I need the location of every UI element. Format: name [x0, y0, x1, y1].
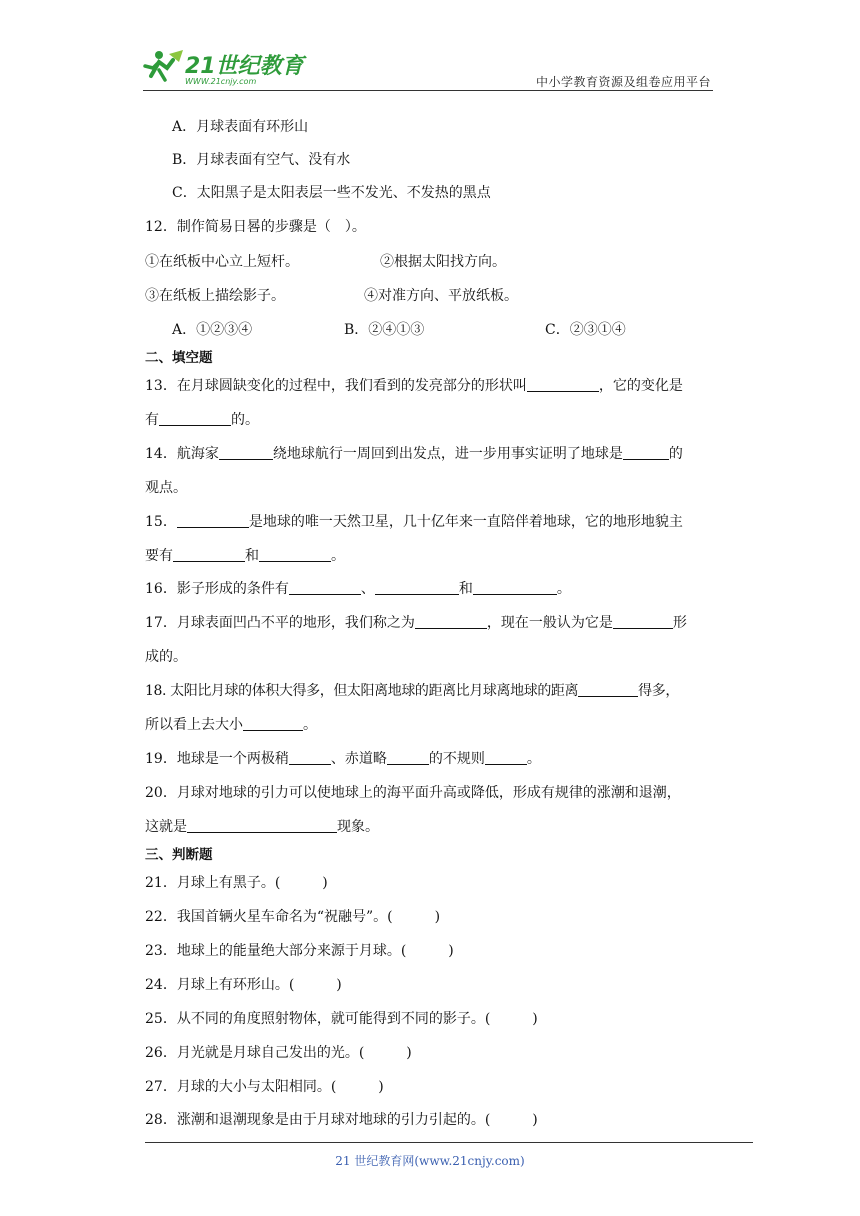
q22: 22．我国首辆火星车命名为“祝融号”。( ) [145, 909, 441, 925]
logo-url: WWW.21cnjy.com [185, 77, 257, 86]
q11-option-a: A．月球表面有环形山 [172, 119, 309, 135]
q15-blank-3[interactable] [259, 547, 331, 562]
logo-21cnjy [143, 46, 323, 88]
section-fill-in-title: 二、填空题 [145, 350, 213, 366]
q25: 25．从不同的角度照射物体，就可能得到不同的影子。( ) [145, 1011, 538, 1027]
q18-line2: 所以看上去大小 。 [145, 717, 317, 733]
q13-line1: 13．在月球圆缺变化的过程中，我们看到的发亮部分的形状叫 ，它的变化是 [145, 378, 683, 394]
q11-option-b: B．月球表面有空气、没有水 [172, 152, 351, 168]
q17-line2: 成的。 [145, 649, 187, 665]
q19-line: 19．地球是一个两极稍 、赤道略 的不规则 。 [145, 751, 541, 767]
q12-option-b: B．②④①③ [344, 322, 425, 338]
q15-line1: 15． 是地球的唯一天然卫星，几十亿年来一直陪伴着地球，它的地形地貌主 [145, 514, 683, 530]
q12-step3: ③在纸板上描绘影子。 [145, 288, 285, 304]
q12-option-c: C．②③①④ [545, 322, 626, 338]
footer-divider [145, 1142, 753, 1143]
q27: 27．月球的大小与太阳相同。( ) [145, 1079, 384, 1095]
q20-line1: 20．月球对地球的引力可以使地球上的海平面升高或降低，形成有规律的涨潮和退潮， [145, 785, 681, 801]
q18-line1: 18. 太阳比月球的体积大得多，但太阳离地球的距离比月球离地球的距离 得多， [145, 683, 679, 699]
q16-line: 16．影子形成的条件有 、 和 。 [145, 581, 571, 597]
q19-blank-3[interactable] [485, 750, 527, 765]
q16-blank-3[interactable] [473, 580, 557, 595]
page-header [143, 42, 713, 91]
q17-blank-2[interactable] [613, 614, 673, 629]
q12-stem: 12．制作简易日晷的步骤是（ ）。 [145, 219, 366, 235]
q26: 26．月光就是月球自己发出的光。( ) [145, 1045, 412, 1061]
q20-blank-1[interactable] [187, 818, 337, 833]
q15-blank-1[interactable] [177, 513, 249, 528]
q12-step4: ④对准方向、平放纸板。 [364, 288, 518, 304]
q15-line2: 要有 和 。 [145, 548, 345, 564]
q17-line1: 17．月球表面凹凸不平的地形，我们称之为 ，现在一般认为它是 形 [145, 615, 687, 631]
section-true-false-title: 三、判断题 [145, 847, 213, 863]
q18-blank-1[interactable] [578, 682, 638, 697]
q14-blank-2[interactable] [623, 445, 669, 460]
q14-blank-1[interactable] [219, 445, 273, 460]
q12-option-a: A．①②③④ [172, 322, 253, 338]
q24: 24．月球上有环形山。( ) [145, 977, 342, 993]
q15-blank-2[interactable] [173, 547, 245, 562]
q13-blank-2[interactable] [159, 411, 231, 426]
q20-line2: 这就是 现象。 [145, 819, 379, 835]
q28: 28．涨潮和退潮现象是由于月球对地球的引力引起的。( ) [145, 1112, 538, 1128]
q13-blank-1[interactable] [527, 377, 599, 392]
page-footer: 21 世纪教育网(www.21cnjy.com) [335, 1154, 525, 1168]
logo-text: 21世纪教育 [185, 54, 304, 79]
q18-blank-2[interactable] [243, 716, 303, 731]
q19-blank-2[interactable] [387, 750, 429, 765]
q12-step2: ②根据太阳找方向。 [380, 254, 506, 270]
q14-line2: 观点。 [145, 480, 187, 496]
q21: 21．月球上有黑子。( ) [145, 875, 328, 891]
q14-line1: 14．航海家 绕地球航行一周回到出发点，进一步用事实证明了地球是 的 [145, 446, 683, 462]
q23: 23．地球上的能量绝大部分来源于月球。( ) [145, 943, 454, 959]
site-name: 中小学教育资源及组卷应用平台 [535, 75, 711, 89]
q16-blank-1[interactable] [289, 580, 361, 595]
q19-blank-1[interactable] [289, 750, 331, 765]
q11-option-c: C．太阳黑子是太阳表层一些不发光、不发热的黑点 [172, 185, 491, 201]
q13-line2: 有 的。 [145, 412, 259, 428]
q12-step1: ①在纸板中心立上短杆。 [145, 254, 299, 270]
q17-blank-1[interactable] [415, 614, 487, 629]
q16-blank-2[interactable] [375, 580, 459, 595]
